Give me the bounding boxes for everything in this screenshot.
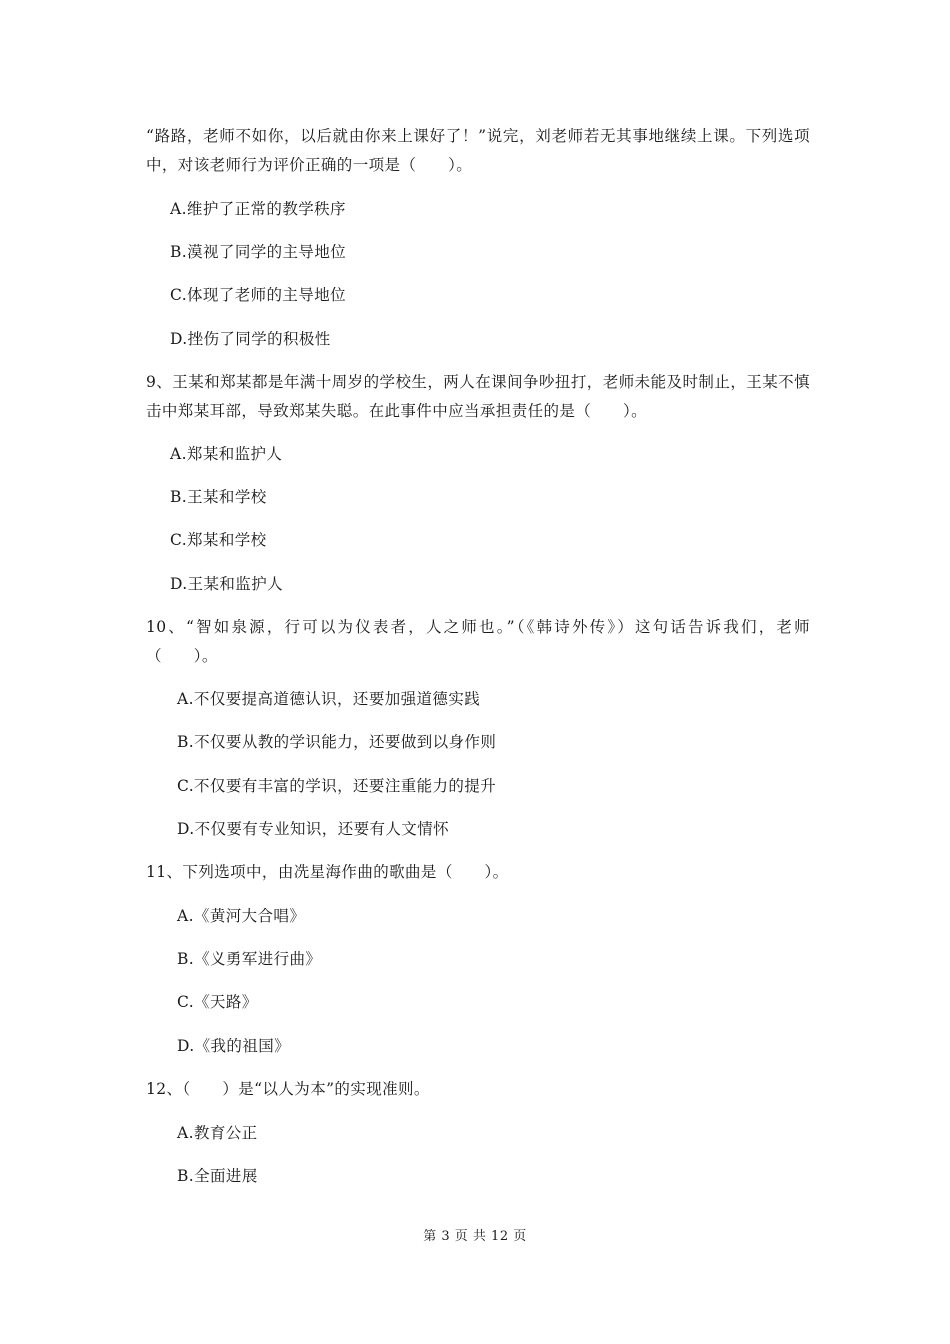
question-11-stem: 11、下列选项中，由冼星海作曲的歌曲是（ ）。 [146,863,509,881]
question-8-stem: “路路，老师不如你，以后就由你来上课好了！”说完，刘老师若无其事地继续上课。下列选项中，对该老师行为评价正确的一项是（ ）。 [146,127,810,174]
question-8-option-b: B.漠视了同学的主导地位 [170,243,347,261]
question-10-option-a: A.不仅要提高道德认识，还要加强道德实践 [177,690,481,708]
question-12-option-b: B.全面进展 [177,1167,258,1185]
question-9-option-b: B.王某和学校 [170,488,267,506]
page-footer: 第 3 页 共 12 页 [423,1229,527,1244]
question-8-option-c: C.体现了老师的主导地位 [170,286,347,304]
question-12-option-a: A.教育公正 [177,1124,258,1142]
question-11-option-a: A.《黄河大合唱》 [177,907,306,925]
question-9-stem: 9、王某和郑某都是年满十周岁的学校生，两人在课间争吵扭打，老师未能及时制止，王某不慎击中郑某耳部，导致郑某失聪。在此事件中应当承担责任的是（ ）。 [146,373,810,420]
question-9-option-a: A.郑某和监护人 [170,445,283,463]
question-11-option-c: C.《天路》 [177,993,258,1011]
question-10-option-d: D.不仅要有专业知识，还要有人文情怀 [177,820,450,838]
question-9-option-c: C.郑某和学校 [170,531,267,549]
question-8-option-a: A.维护了正常的教学秩序 [170,200,346,218]
question-11-option-d: D.《我的祖国》 [177,1037,291,1055]
question-10-stem: 10、“智如泉源，行可以为仪表者，人之师也。”（《韩诗外传》）这句话告诉我们，老师（ ）。 [146,618,810,665]
question-10-option-b: B.不仅要从教的学识能力，还要做到以身作则 [177,733,497,751]
question-12-stem: 12、（ ）是“以人为本”的实现准则。 [146,1080,430,1098]
question-11-option-b: B.《义勇军进行曲》 [177,950,322,968]
question-8-option-d: D.挫伤了同学的积极性 [170,330,331,348]
question-10-option-c: C.不仅要有丰富的学识，还要注重能力的提升 [177,777,497,795]
question-9-option-d: D.王某和监护人 [170,575,284,593]
